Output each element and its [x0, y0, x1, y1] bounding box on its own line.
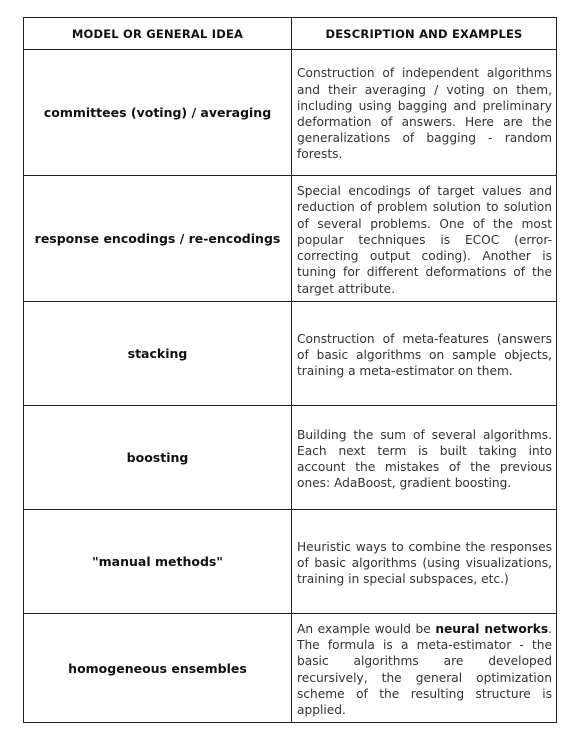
table-row	[24, 510, 557, 614]
description-cell: Special encodings of target values and reduction of problem solution to solution of several problems. One of the most popular techniques is ECOC (error-correcting output coding). Another is tuning for different deformations of the target attribute.	[292, 176, 557, 302]
header-row	[24, 18, 557, 50]
model-cell: stacking	[24, 302, 292, 406]
model-cell: homogeneous ensembles	[24, 614, 292, 723]
model-cell: response encodings / re-encodings	[24, 176, 292, 302]
table-row	[24, 406, 557, 510]
ensemble-methods-table	[23, 17, 557, 723]
table-row	[24, 614, 557, 723]
table-row	[24, 176, 557, 302]
model-cell: boosting	[24, 406, 292, 510]
header-model: MODEL OR GENERAL IDEA	[24, 18, 292, 50]
description-cell: Heuristic ways to combine the responses of basic algorithms (using visualizations, training in special subspaces, etc.)	[292, 510, 557, 614]
emphasis-text: neural networks	[435, 622, 549, 636]
description-cell: Construction of meta-features (answers of basic algorithms on sample objects, training a meta-estimator on them.	[292, 302, 557, 406]
description-cell: Building the sum of several algorithms. Each next term is built taking into account the mistakes of the previous ones: AdaBoost, gradient boosting.	[292, 406, 557, 510]
description-text: . The formula is a meta-estimator - the basic algorithms are developed recursively, the general optimization scheme of the resulting structure is applied.	[297, 622, 552, 718]
table-row	[24, 302, 557, 406]
description-cell	[292, 614, 557, 723]
table-row	[24, 50, 557, 176]
description-cell: Construction of independent algorithms and their averaging / voting on them, including using bagging and preliminary deformation of answers. Here are the generalizations of bagging - random forests.	[292, 50, 557, 176]
description-text: An example would be	[297, 622, 436, 636]
header-description: DESCRIPTION AND EXAMPLES	[292, 18, 557, 50]
model-cell: committees (voting) / averaging	[24, 50, 292, 176]
model-cell: "manual methods"	[24, 510, 292, 614]
